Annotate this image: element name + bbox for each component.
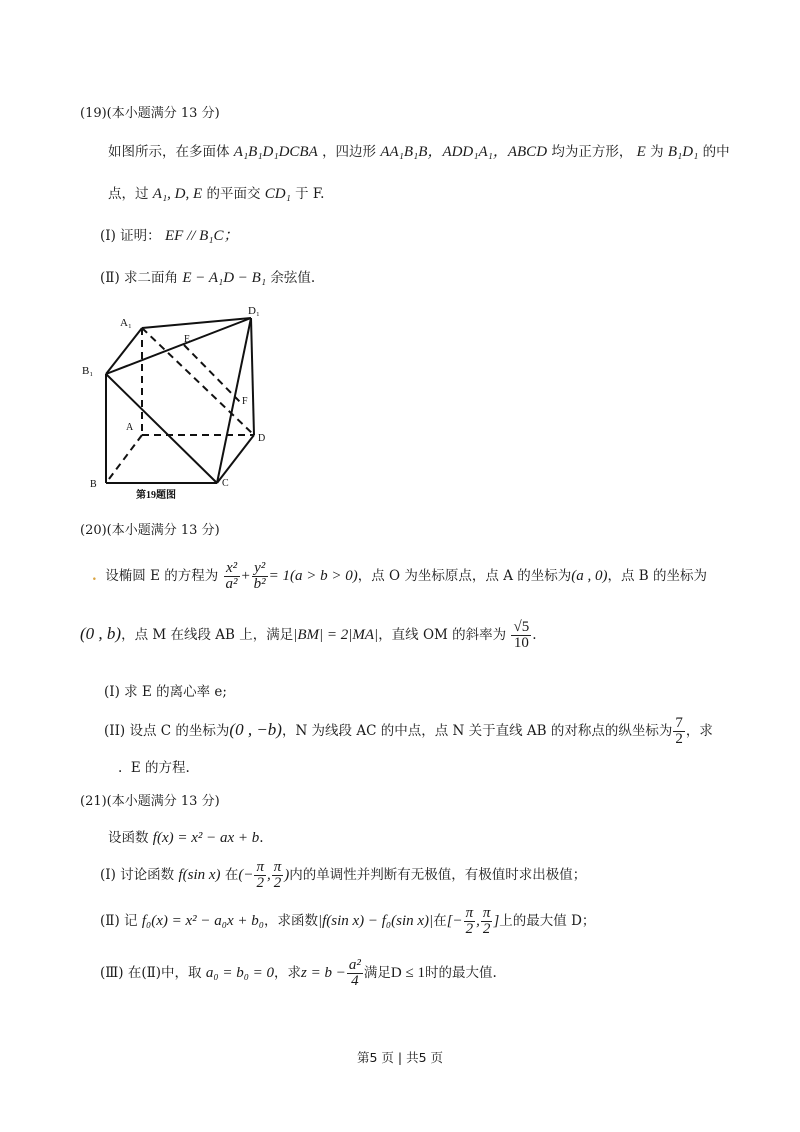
q19-figure <box>76 300 286 505</box>
fraction-7-2 <box>673 716 685 747</box>
label-B: B <box>90 479 97 490</box>
q21-text: 时的最大值. <box>424 965 497 981</box>
denominator: 2 <box>465 921 474 937</box>
q20-text: ，直线 OM 的斜率为 <box>378 627 507 643</box>
q19-text: 如图所示，在多面体 <box>108 144 230 160</box>
q19-part-label: (Ⅰ) 证明： <box>100 228 161 244</box>
label-F: F <box>242 396 248 407</box>
q21-math: a₀ = b₀ = 0 <box>205 965 275 981</box>
q20-text: . <box>532 627 537 643</box>
q21-text: 在 <box>224 867 239 883</box>
fraction-y2-b2 <box>252 561 268 592</box>
q19-text: 于 F. <box>295 186 325 202</box>
denominator: 10 <box>513 635 529 651</box>
fraction-pi-2 <box>464 906 476 937</box>
q21-math: [− <box>446 913 463 929</box>
q21-text: 上的最大值 D； <box>499 913 596 929</box>
fraction-x2-a2 <box>224 561 240 592</box>
q19-math: E <box>636 144 646 160</box>
q21-text: ，求 <box>274 965 302 981</box>
q20-line1 <box>92 558 707 594</box>
numerator: π <box>256 859 264 875</box>
label-A1: A₁ <box>120 317 132 329</box>
q21-text: 设函数 <box>108 830 149 846</box>
q20-text: 设椭圆 E 的方程为 <box>105 568 219 584</box>
label-D1: D₁ <box>248 305 260 317</box>
q21-header: (21)(本小题满分 13 分) <box>80 794 220 809</box>
q19-part2 <box>100 266 315 287</box>
numerator: π <box>273 859 282 875</box>
q20-text: ，点 O 为坐标原点，点 A 的坐标为 <box>357 568 572 584</box>
stray-dot: . <box>92 568 97 584</box>
q21-math: f₀(x) = x² − a₀x + b₀ <box>141 913 264 929</box>
q19-text: 余弦值. <box>270 270 316 286</box>
q20-text: ，求 <box>685 723 713 739</box>
q20-math: (0 , −b) <box>229 720 282 739</box>
q20-part2 <box>104 712 713 749</box>
figure-caption: 第19题图 <box>136 490 176 501</box>
q19-text: 点，过 <box>108 186 149 202</box>
q19-math: E − A₁D − B₁ <box>182 270 267 286</box>
q21-math: , <box>476 913 480 929</box>
q20-text: ，N 为线段 AC 的中点，点 N 关于直线 AB 的对称点的纵坐标为 <box>281 723 673 739</box>
q21-text: . <box>259 830 264 846</box>
q21-math: |f(sin x) − f₀(sin x)| <box>317 913 434 929</box>
fraction-pi-2 <box>481 906 493 937</box>
q21-def <box>108 826 264 847</box>
q19-line2 <box>108 182 324 203</box>
numerator: 7 <box>675 715 683 731</box>
q20-math: + <box>240 568 251 584</box>
q19-math: EF // B₁C； <box>164 228 239 244</box>
q19-text: 的中 <box>702 144 730 160</box>
fraction-pi-2 <box>254 860 266 891</box>
q20-text: (II) 设点 C 的坐标为 <box>104 723 230 739</box>
q20-math: |BM| = 2|MA| <box>293 627 379 643</box>
q20-text: ，点 M 在线段 AB 上，满足 <box>121 627 294 643</box>
q19-math: A₁B₁D₁DCBA <box>233 144 318 160</box>
q19-text: ，四边形 <box>322 144 377 160</box>
numerator: √5 <box>513 619 530 635</box>
page-footer: 第5 页 | 共5 页 <box>356 1050 443 1065</box>
q21-math: z = b − <box>301 965 346 981</box>
q21-part-label: (Ⅱ) 记 <box>100 913 138 929</box>
denominator: b² <box>253 576 266 592</box>
denominator: 4 <box>351 973 359 989</box>
label-D: D <box>258 433 266 444</box>
q21-math: f(sin x) <box>178 867 221 883</box>
q20-part1: (I) 求 E 的离心率 e; <box>104 684 227 700</box>
q21-math: (− <box>238 867 254 883</box>
q21-part-label: (Ⅰ) 讨论函数 <box>100 867 175 883</box>
denominator: 2 <box>256 875 264 891</box>
q20-part2-cont <box>118 756 190 776</box>
q20-text: ，点 B 的坐标为 <box>607 568 708 584</box>
numerator: y² <box>252 561 268 577</box>
q21-math: ) <box>284 867 290 883</box>
q21-math: f(x) = x² − ax + b <box>152 830 260 846</box>
denominator: 2 <box>675 731 683 747</box>
q19-math: CD₁ <box>264 186 291 202</box>
denominator: 2 <box>482 921 491 937</box>
q21-text: 在 <box>433 913 447 929</box>
q21-text: 内的单调性并判断有无极值，有极值时求出极值； <box>289 867 587 883</box>
numerator: π <box>465 905 474 921</box>
q19-header: (19)(本小题满分 13 分) <box>80 106 220 121</box>
q19-math: B₁D₁ <box>667 144 699 160</box>
fraction-a2-4 <box>347 958 363 989</box>
q20-math: (a , 0) <box>571 568 608 584</box>
q21-math: ] <box>493 913 500 929</box>
numerator: a² <box>348 957 361 973</box>
q19-math: A₁, D, E <box>152 186 203 202</box>
denominator: a² <box>225 576 238 592</box>
q21-math: D ≤ 1 <box>390 965 425 981</box>
q20-line2 <box>80 616 537 653</box>
label-B1: B₁ <box>82 365 94 377</box>
q21-text: ，求函数 <box>263 913 318 929</box>
label-C: C <box>222 478 229 489</box>
stray-dot: . <box>118 760 123 776</box>
q21-part-label: (Ⅲ) 在(Ⅱ)中，取 <box>100 965 202 981</box>
q19-math: AA₁B₁B，ADD₁A₁，ABCD <box>380 144 548 160</box>
numerator: π <box>482 905 491 921</box>
q19-text: 的平面交 <box>206 186 261 202</box>
q21-text: 满足 <box>363 965 391 981</box>
q20-math: (0 , b) <box>80 624 122 643</box>
q20-header: (20)(本小题满分 13 分) <box>80 523 220 538</box>
q20-text: E 的方程. <box>130 760 190 776</box>
q21-part1 <box>100 856 586 894</box>
fraction-pi-2 <box>272 860 284 891</box>
denominator: 2 <box>273 875 282 891</box>
q21-part3 <box>100 954 497 992</box>
q21-part2 <box>100 902 595 940</box>
label-E: E <box>184 334 191 345</box>
q19-line1 <box>108 140 730 161</box>
q21-math: , <box>266 867 271 883</box>
fraction-sqrt5-10 <box>511 620 531 651</box>
q19-part1 <box>100 224 239 245</box>
label-A: A <box>126 422 134 433</box>
numerator: x² <box>224 561 240 577</box>
q20-math: = 1(a > b > 0) <box>268 568 358 584</box>
q19-text: 均为正方形， <box>551 144 633 160</box>
q19-text: 为 <box>650 144 664 160</box>
q19-part-label: (Ⅱ) 求二面角 <box>100 270 179 286</box>
